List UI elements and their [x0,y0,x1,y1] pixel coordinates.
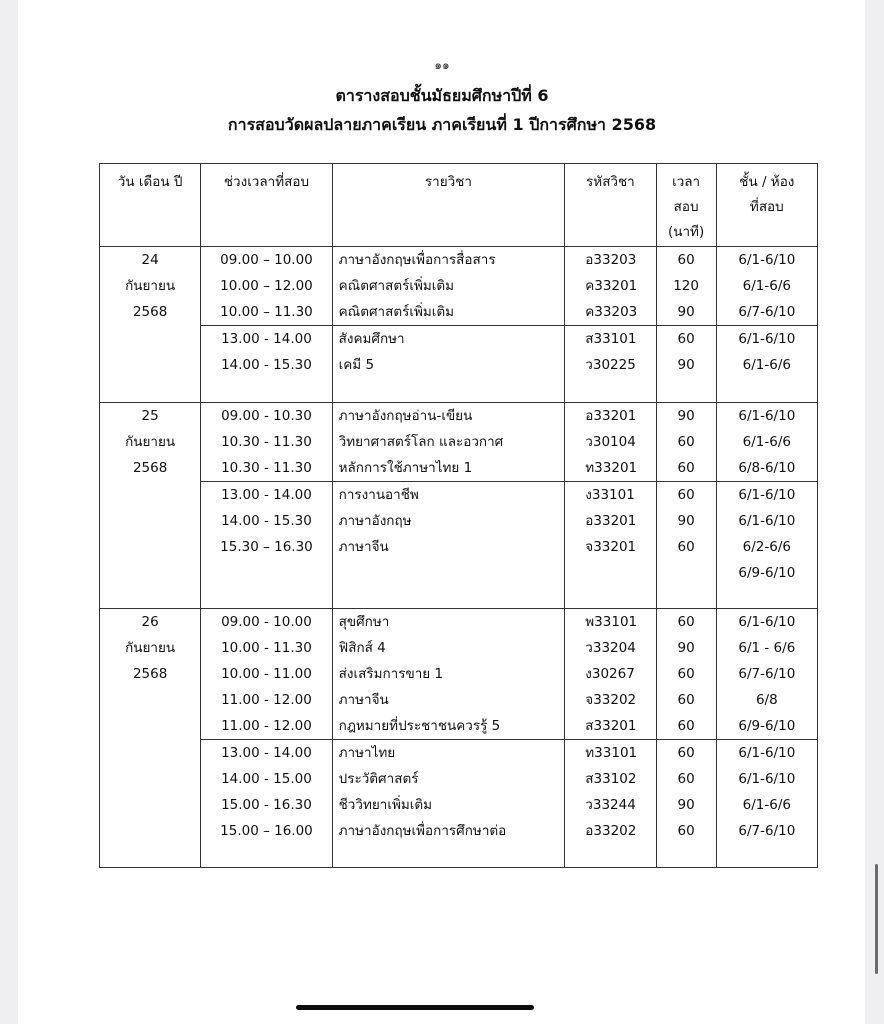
exam-subject: ภาษาอังกฤษ [338,513,412,529]
exam-code [565,560,655,586]
exam-date-month: กันยายน [125,640,176,656]
exam-duration: 90 [677,640,695,656]
exam-time: 14.00 - 15.30 [221,513,312,529]
exam-time [201,560,331,586]
column-room-cell [716,326,817,403]
exam-room: 6/2-6/6 [742,539,791,555]
column-code-cell [565,247,656,326]
header-room: ชั้น / ห้อง ที่สอบ [716,164,817,247]
exam-subject: ประวัติศาสตร์ [338,771,419,787]
exam-room: 6/7-6/10 [738,304,796,320]
column-room-cell [716,482,817,609]
column-subject-cell [332,740,565,868]
exam-code: ว30225 [585,357,636,373]
document-title: ตารางสอบชั้นมัธยมศึกษาปีที่ 6 [335,86,549,105]
column-duration-cell [656,482,716,609]
exam-date-month: กันยายน [125,434,176,450]
exam-time: 15.30 – 16.30 [220,539,313,555]
column-subject-cell [332,326,565,403]
exam-duration: 90 [677,304,695,320]
page-number: ๑๑ [434,58,450,72]
exam-room: 6/1-6/10 [738,408,796,424]
exam-code: ท33101 [585,745,638,761]
exam-subject: ภาษาอังกฤษเพื่อการสื่อสาร [338,252,496,268]
exam-code: ง30267 [585,666,635,682]
column-code-cell [565,482,656,609]
exam-subject: สุขศึกษา [338,614,390,630]
exam-code: อ33201 [585,513,637,529]
exam-subject: ชีววิทยาเพิ่มเติม [338,797,433,813]
exam-code: ค33203 [585,304,638,320]
exam-time: 15.00 - 16.30 [221,797,312,813]
exam-room: 6/9-6/10 [738,565,796,581]
exam-room: 6/1-6/6 [742,357,791,373]
exam-duration: 60 [677,252,695,268]
exam-code: ส33101 [585,331,637,347]
exam-subject: ฟิสิกส์ 4 [338,640,386,656]
exam-time: 10.00 – 12.00 [220,278,313,294]
exam-duration: 90 [677,408,695,424]
header-date: วัน เดือน ปี [100,164,201,247]
exam-subject: เคมี 5 [338,357,375,373]
exam-code: พ33101 [585,614,638,630]
exam-time: 09.00 – 10.00 [220,252,313,268]
exam-subject: ภาษาจีน [338,692,389,708]
table-header-row [100,164,818,247]
column-subject-cell [332,609,565,740]
exam-code: ว30104 [585,434,636,450]
exam-room: 6/8-6/10 [738,460,796,476]
exam-date-day: 26 [141,614,159,630]
exam-subject: ภาษาไทย [338,745,396,761]
table-row [100,609,818,740]
column-duration-cell [656,326,716,403]
exam-duration: 90 [677,513,695,529]
exam-time: 11.00 - 12.00 [221,718,312,734]
exam-time: 13.00 - 14.00 [221,745,312,761]
column-code-cell [565,740,656,868]
column-subject-cell [332,247,565,326]
exam-subject: การงานอาชีพ [338,487,419,503]
exam-code: ส33102 [585,771,637,787]
exam-room: 6/1-6/10 [738,745,796,761]
column-duration-cell [656,740,716,868]
exam-duration: 60 [677,692,695,708]
exam-room: 6/1-6/10 [738,771,796,787]
header-time: ช่วงเวลาที่สอบ [201,164,332,247]
exam-time: 10.00 - 11.00 [221,666,312,682]
exam-duration: 90 [677,797,695,813]
table-row [100,326,818,403]
exam-subject: วิทยาศาสตร์โลก และอวกาศ [338,434,504,450]
exam-room: 6/1-6/10 [738,252,796,268]
exam-duration: 60 [677,666,695,682]
exam-subject: กฎหมายที่ประชาชนควรรู้ 5 [338,718,501,734]
exam-time: 11.00 - 12.00 [221,692,312,708]
exam-room: 6/9-6/10 [738,718,796,734]
exam-duration: 60 [677,614,695,630]
exam-time: 14.00 - 15.30 [221,357,312,373]
column-time-cell [201,609,332,740]
exam-time: 10.30 - 11.30 [221,460,312,476]
exam-date-cell [100,609,201,868]
column-code-cell [565,609,656,740]
table-row [100,482,818,609]
exam-time: 09.00 - 10.00 [221,614,312,630]
exam-room: 6/1-6/10 [738,487,796,503]
exam-room: 6/7-6/10 [738,823,796,839]
exam-time: 10.00 – 11.30 [220,304,313,320]
column-subject-cell [332,403,565,482]
exam-code: ค33201 [585,278,638,294]
exam-duration: 60 [677,718,695,734]
exam-subject: ส่งเสริมการขาย 1 [338,666,444,682]
column-room-cell [716,740,817,868]
column-time-cell [201,247,332,326]
exam-duration: 60 [677,487,695,503]
exam-duration: 60 [677,331,695,347]
exam-code: ว33244 [585,797,636,813]
exam-room: 6/1-6/6 [742,434,791,450]
header-code: รหัสวิชา [565,164,656,247]
exam-time: 13.00 - 14.00 [221,331,312,347]
column-room-cell [716,403,817,482]
column-time-cell [201,326,332,403]
exam-room: 6/1-6/6 [742,797,791,813]
column-duration-cell [656,609,716,740]
exam-code: อ33203 [585,252,637,268]
exam-subject: สังคมศึกษา [338,331,405,347]
exam-date-month: กันยายน [125,278,176,294]
exam-code: ว33204 [585,640,636,656]
column-time-cell [201,740,332,868]
exam-room: 6/1-6/10 [738,331,796,347]
exam-code: จ33201 [585,539,637,555]
exam-time: 15.00 – 16.00 [220,823,313,839]
exam-room: 6/7-6/10 [738,666,796,682]
home-indicator[interactable] [296,1005,534,1010]
exam-time: 14.00 - 15.00 [221,771,312,787]
exam-subject: หลักการใช้ภาษาไทย 1 [338,460,473,476]
scrollbar[interactable] [875,864,878,974]
exam-subject: คณิตศาสตร์เพิ่มเติม [338,278,455,294]
document-subtitle: การสอบวัดผลปลายภาคเรียน ภาคเรียนที่ 1 ปีการศึกษา 2568 [227,115,657,134]
exam-subject [333,560,565,586]
exam-time: 09.00 - 10.30 [221,408,312,424]
column-duration-cell [656,247,716,326]
exam-date-year: 2568 [132,460,168,476]
exam-date-cell [100,403,201,609]
exam-date-cell [100,247,201,403]
exam-duration: 120 [673,278,699,294]
column-code-cell [565,326,656,403]
exam-duration: 60 [677,771,695,787]
table-row [100,247,818,326]
exam-room: 6/1-6/10 [738,513,796,529]
exam-time: 10.00 - 11.30 [221,640,312,656]
exam-subject: คณิตศาสตร์เพิ่มเติม [338,304,455,320]
exam-schedule-table [99,163,818,868]
exam-room: 6/1-6/6 [742,278,791,294]
exam-subject: ภาษาอังกฤษเพื่อการศึกษาต่อ [338,823,507,839]
exam-time: 13.00 - 14.00 [221,487,312,503]
exam-duration: 60 [677,434,695,450]
exam-code: ท33201 [585,460,638,476]
header-duration: เวลา สอบ (นาที) [656,164,716,247]
exam-date-year: 2568 [132,666,168,682]
exam-subject: ภาษาอังกฤษอ่าน-เขียน [338,408,473,424]
column-room-cell [716,247,817,326]
exam-code: จ33202 [585,692,637,708]
column-subject-cell [332,482,565,609]
exam-time: 10.30 - 11.30 [221,434,312,450]
table-row [100,740,818,868]
exam-code: ง33101 [585,487,635,503]
header-subject: รายวิชา [332,164,565,247]
exam-date-day: 24 [141,252,159,268]
exam-duration: 60 [677,539,695,555]
table-row [100,403,818,482]
column-code-cell [565,403,656,482]
exam-room: 6/1 - 6/6 [738,640,796,656]
exam-room: 6/1-6/10 [738,614,796,630]
column-room-cell [716,609,817,740]
exam-duration: 90 [677,357,695,373]
column-duration-cell [656,403,716,482]
exam-date-year: 2568 [132,304,168,320]
exam-date-day: 25 [141,408,159,424]
column-time-cell [201,482,332,609]
exam-duration: 60 [677,745,695,761]
exam-subject: ภาษาจีน [338,539,389,555]
exam-room: 6/8 [755,692,778,708]
exam-code: อ33201 [585,408,637,424]
exam-duration [657,560,716,586]
exam-duration: 60 [677,823,695,839]
column-time-cell [201,403,332,482]
exam-duration: 60 [677,460,695,476]
exam-code: ส33201 [585,718,637,734]
exam-code: อ33202 [585,823,637,839]
